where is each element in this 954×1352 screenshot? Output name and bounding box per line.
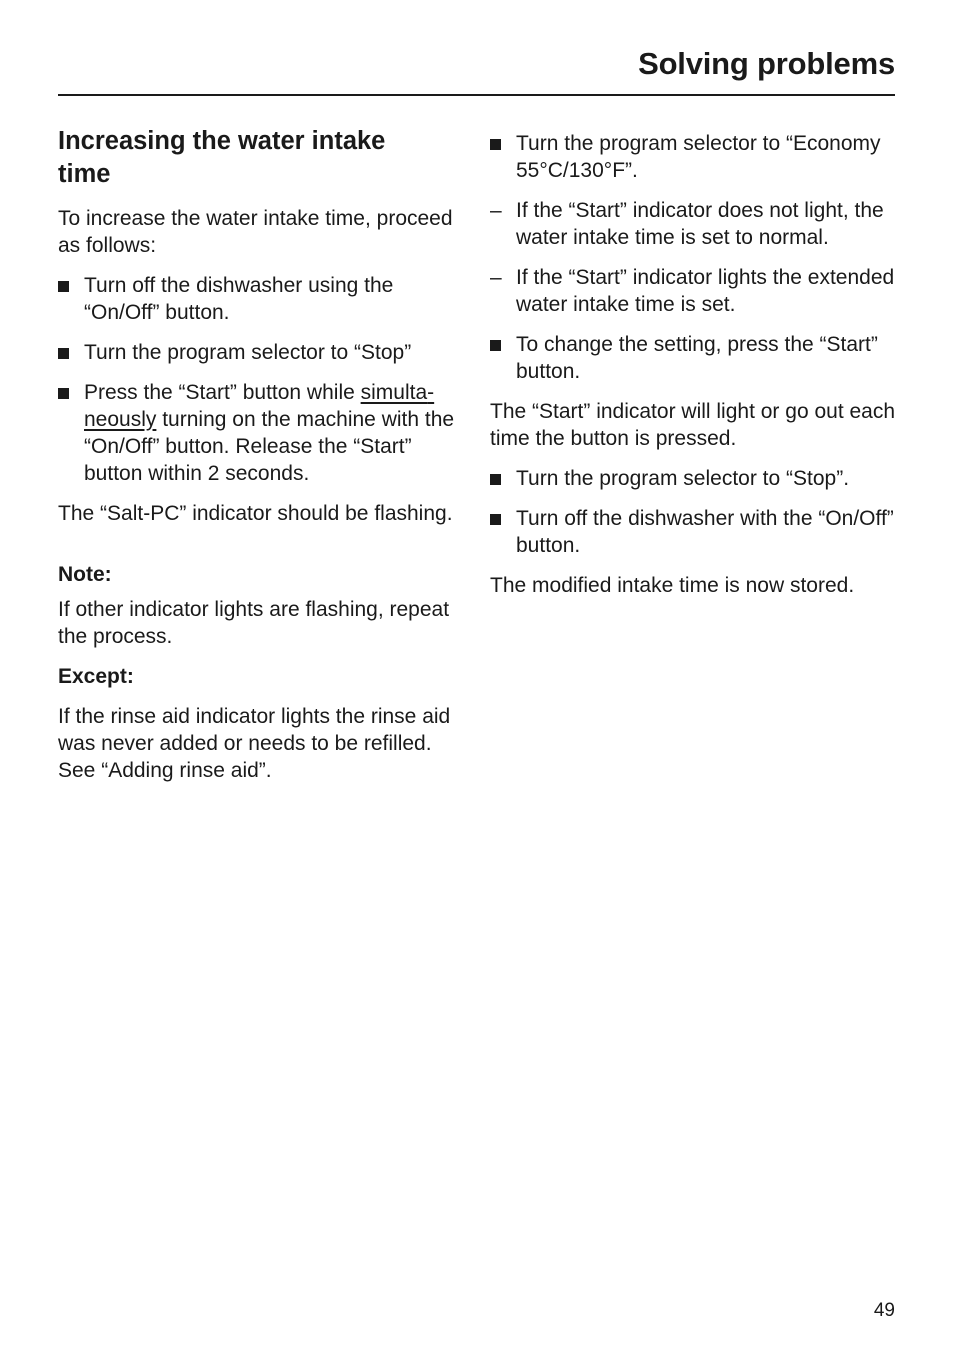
salt-indicator-text: The “Salt-PC” indicator should be flashing. — [58, 502, 453, 525]
page-title: Solving problems — [638, 46, 895, 81]
section-title — [58, 125, 466, 191]
square-bullet-icon — [58, 348, 69, 359]
right-column — [490, 130, 896, 612]
square-bullet-icon — [58, 388, 69, 399]
step-turn-off-text: Turn off the dishwasher with the “On/Off” button. — [516, 507, 894, 557]
except-heading: Except: — [58, 665, 134, 688]
step-press-start-text — [84, 381, 454, 485]
step-press-start-part1: Press the “Start” button while — [84, 381, 361, 404]
step-change-setting-text: To change the setting, press the “Start” button. — [516, 333, 878, 383]
simultaneously-underlined: simultaneously — [84, 381, 435, 431]
section-title-line1: Increasing the water intake — [58, 127, 386, 155]
list-item — [58, 379, 466, 487]
section-title-line2: time — [58, 160, 111, 188]
except-text: If the rinse aid indicator lights the rinse aid was never added or needs to be refilled. See “Adding rinse aid”. — [58, 705, 451, 782]
extended-time-text: If the “Start” indicator lights the extended water intake time is set. — [516, 266, 895, 316]
stored-text: The modified intake time is now stored. — [490, 574, 855, 597]
note-text: If other indicator lights are flashing, repeat the process. — [58, 598, 450, 648]
sub-list-item — [490, 264, 896, 318]
square-bullet-icon — [490, 139, 501, 150]
step-press-start-part2: turning on the machine with the “On/Off” button. Release the “Start” button within 2 seconds. — [84, 408, 455, 485]
list-item — [490, 505, 896, 559]
list-item — [58, 272, 466, 326]
list-item — [490, 331, 896, 385]
list-item — [58, 339, 466, 366]
square-bullet-icon — [490, 514, 501, 525]
square-bullet-icon — [490, 340, 501, 351]
intro-text: To increase the water intake time, proceed as follows: — [58, 207, 453, 257]
square-bullet-icon — [490, 474, 501, 485]
square-bullet-icon — [58, 281, 69, 292]
sub-list-item — [490, 197, 896, 251]
dash-bullet-icon: – — [490, 199, 502, 222]
normal-time-text: If the “Start” indicator does not light, the water intake time is set to normal. — [516, 199, 884, 249]
dash-bullet-icon: – — [490, 266, 502, 289]
list-item — [490, 465, 896, 492]
note-heading: Note: — [58, 563, 112, 586]
page-number: 49 — [873, 1300, 895, 1321]
left-column — [58, 125, 466, 797]
toggle-indicator-text: The “Start” indicator will light or go out each time the button is pressed. — [490, 400, 896, 450]
step-selector-economy-text: Turn the program selector to “Economy 55°C/130°F”. — [516, 132, 881, 182]
list-item — [490, 130, 896, 184]
step-selector-stop-text: Turn the program selector to “Stop”. — [516, 467, 850, 490]
step-turn-off-text: Turn off the dishwasher using the “On/Off” button. — [84, 274, 394, 324]
page-header — [58, 44, 895, 96]
step-selector-stop-text: Turn the program selector to “Stop” — [84, 341, 412, 364]
